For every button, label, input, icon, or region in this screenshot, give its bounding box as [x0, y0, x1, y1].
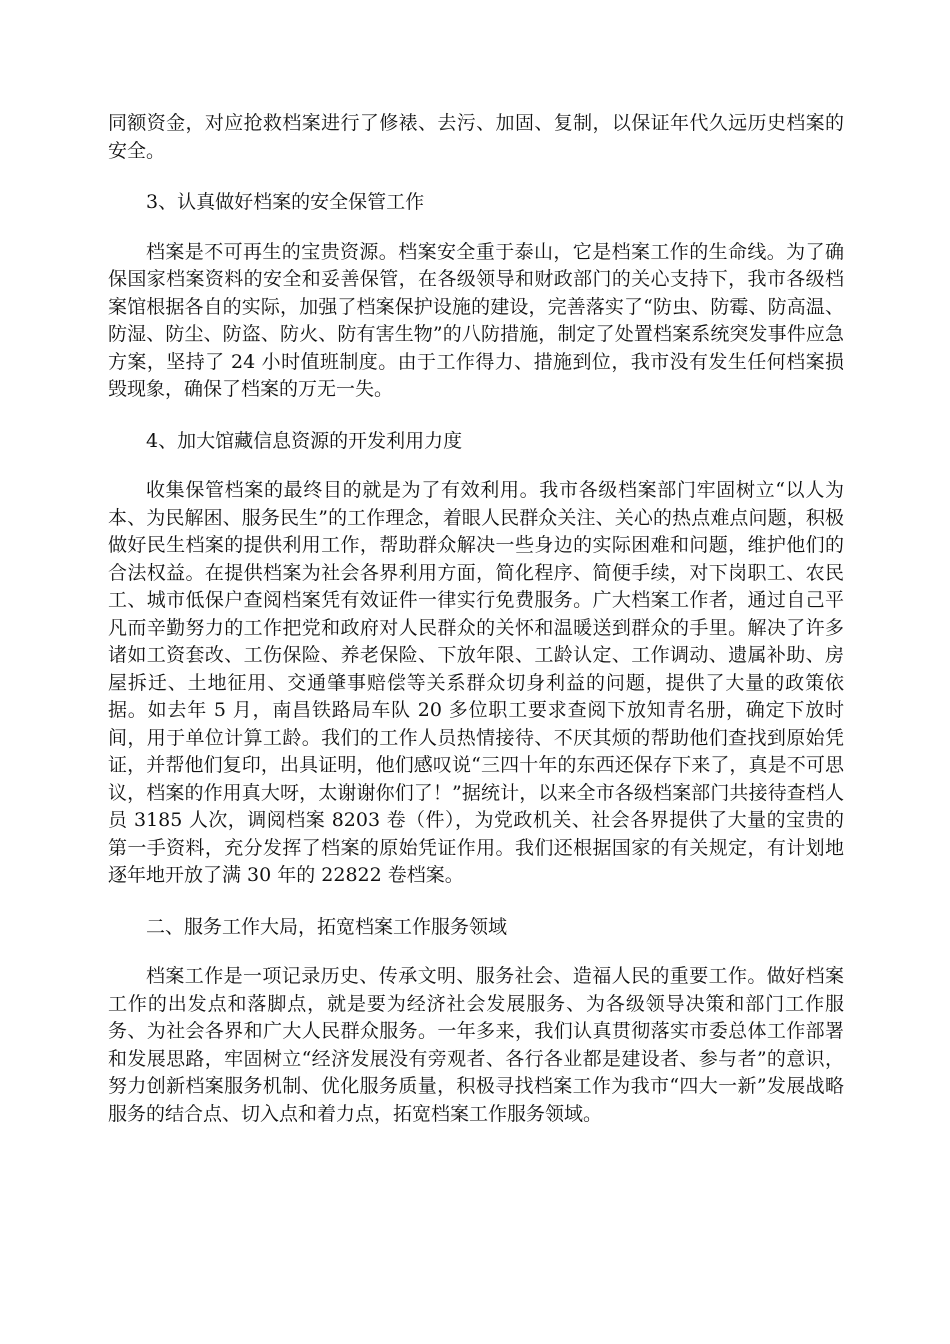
paragraph-secure-custody: 档案是不可再生的宝贵资源。档案安全重于泰山，它是档案工作的生命线。为了确保国家档案资料的安全和妥善保管，在各级领导和财政部门的关心支持下，我市各级档案馆根据各自的实际，加强了档案保护设施的建设，完善落实了“防虫、防霉、防高温、防湿、防尘、防盗、防火、防有害生物”的八防措施，制定了处置档案系统突发事件应急方案，坚持了 24 小时值班制度。由于工作得力、措施到位，我市没有发生任何档案损毁现象，确保了档案的万无一失。 — [108, 240, 844, 400]
paragraph-resource-utilization: 收集保管档案的最终目的就是为了有效利用。我市各级档案部门牢固树立“以人为本、为民解困、服务民生”的工作理念，着眼人民群众关注、关心的热点难点问题，积极做好民生档案的提供利用工作，帮助群众解决一些身边的实际困难和问题，维护他们的合法权益。在提供档案为社会各界利用方面，简化程序、简便手续，对下岗职工、农民工、城市低保户查阅档案凭有效证件一律实行免费服务。广大档案工作者，通过自己平凡而辛勤努力的工作把党和政府对人民群众的关怀和温暖送到群众的手里。解决了许多诸如工资套改、工伤保险、养老保险、下放年限、工龄认定、工作调动、遗属补助、房屋拆迁、土地征用、交通肇事赔偿等关系群众切身利益的问题，提供了大量的政策依据。如去年 5 月，南昌铁路局车队 20 多位职工要求查阅下放知青名册，确定下放时间，用于单位计算工龄。我们的工作人员热情接待、不厌其烦的帮助他们查找到原始凭证，并帮他们复印，出具证明，他们感叹说“三四十年的东西还保存下来了，真是不可思议，档案的作用真大呀，太谢谢你们了！”据统计，以来全市各级档案部门共接待查档人员 3185 人次，调阅档案 8203 卷（件），为党政机关、社会各界提供了大量的宝贵的第一手资料，充分发挥了档案的原始凭证作用。我们还根据国家的有关规定，有计划地逐年地开放了满 30 年的 22822 卷档案。 — [108, 479, 844, 886]
heading-secure-custody: 3、认真做好档案的安全保管工作 — [146, 191, 425, 213]
document-page — [108, 110, 844, 1128]
heading-service-overall: 二、服务工作大局，拓宽档案工作服务领域 — [146, 915, 508, 938]
heading-resource-utilization: 4、加大馆藏信息资源的开发利用力度 — [146, 429, 463, 452]
paragraph-service-overall: 档案工作是一项记录历史、传承文明、服务社会、造福人民的重要工作。做好档案工作的出发点和落脚点，就是要为经济社会发展服务、为各级领导决策和部门工作服务、为社会各界和广大人民群众服务。一年多来，我们认真贯彻落实市委总体工作部署和发展思路，牢固树立“经济发展没有旁观者、各行各业都是建设者、参与者”的意识，努力创新档案服务机制、优化服务质量，积极寻找档案工作为我市“四大一新”发展战略服务的结合点、切入点和着力点，拓宽档案工作服务领域。 — [108, 965, 844, 1125]
paragraph-continued: 同额资金，对应抢救档案进行了修裱、去污、加固、复制，以保证年代久远历史档案的安全。 — [108, 112, 844, 162]
